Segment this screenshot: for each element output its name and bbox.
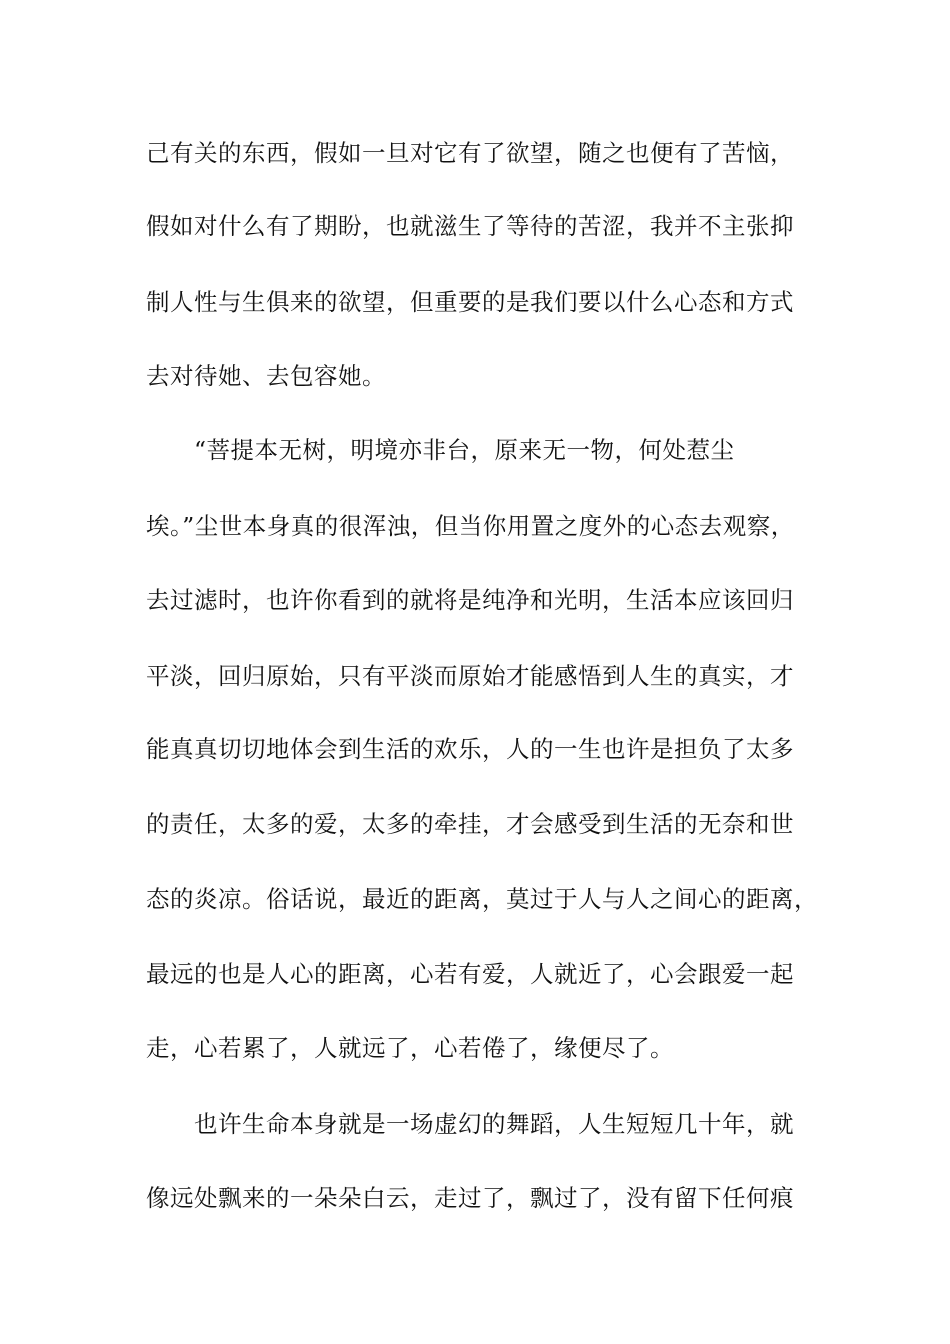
- text-line: 像远处飘来的一朵朵白云，走过了，飘过了，没有留下任何痕: [146, 1184, 794, 1212]
- text-line: 也许生命本身就是一场虚幻的舞蹈，人生短短几十年，就: [194, 1110, 794, 1138]
- text-line: 态的炎凉。俗话说，最近的距离，莫过于人与人之间心的距离，: [146, 885, 818, 913]
- text-line: 去过滤时，也许你看到的就将是纯净和光明，生活本应该回归: [146, 586, 794, 614]
- text-line: 能真真切切地体会到生活的欢乐，人的一生也许是担负了太多: [146, 735, 794, 763]
- text-line: 假如对什么有了期盼，也就滋生了等待的苦涩，我并不主张抑: [146, 212, 794, 240]
- text-line: 制人性与生俱来的欲望，但重要的是我们要以什么心态和方式: [146, 288, 794, 316]
- text-line: 去对待她、去包容她。: [146, 362, 386, 390]
- text-line: 走，心若累了，人就远了，心若倦了，缘便尽了。: [146, 1034, 674, 1062]
- text-line: 的责任，太多的爱，太多的牵挂，才会感受到生活的无奈和世: [146, 810, 794, 838]
- text-line: “菩提本无树，明境亦非台，原来无一物，何处惹尘: [194, 436, 735, 464]
- text-line: 平淡，回归原始，只有平淡而原始才能感悟到人生的真实，才: [146, 662, 794, 690]
- text-line: 己有关的东西，假如一旦对它有了欲望，随之也便有了苦恼，: [146, 139, 794, 167]
- text-line: 最远的也是人心的距离，心若有爱，人就近了，心会跟爱一起: [146, 960, 794, 988]
- text-line: 埃。”尘世本身真的很浑浊，但当你用置之度外的心态去观察，: [146, 512, 795, 540]
